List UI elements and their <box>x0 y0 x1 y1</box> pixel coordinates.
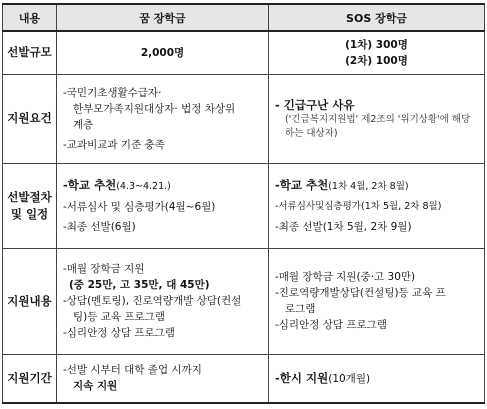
table-row <box>3 74 485 163</box>
list-item: -선발 시부터 대학 졸업 시까지 <box>63 364 202 377</box>
list-item: -서류심사 및 심층평가(4월~6월) <box>63 201 216 214</box>
list-item <box>275 370 478 387</box>
list-item: -교과비교과 기준 충족 <box>63 138 165 151</box>
list-item: -최종 선발(6월) <box>63 221 136 234</box>
dream-procedure <box>57 163 269 248</box>
table-row <box>3 31 485 74</box>
scholarship-comparison <box>2 3 484 404</box>
sos-scale <box>269 31 485 74</box>
sos-procedure <box>269 163 485 248</box>
list-item: 한부모가족지원대상자· 법정 차상위 <box>73 102 236 115</box>
list-item: -매월 장학금 지원 <box>63 263 145 276</box>
dream-scale <box>57 31 269 74</box>
step-date: (4.3~4.21.) <box>116 181 171 193</box>
dream-support-content <box>57 249 269 355</box>
list-item: 로그램 <box>285 303 316 316</box>
sos-support-content <box>269 249 485 355</box>
list-item: (중 25만, 고 35만, 대 45만) <box>69 279 210 292</box>
row-label-requirements: 지원요건 <box>3 74 57 163</box>
row-label-procedure <box>3 163 57 248</box>
list-item <box>63 177 262 195</box>
list-item: -진로역량개발상담(컨설팅)등 교육 프 <box>275 287 446 300</box>
period-duration: (10개월) <box>328 372 371 385</box>
row-label-support-content: 지원내용 <box>3 249 57 355</box>
sos-scale-second: (2차) 100명 <box>345 54 408 67</box>
dream-requirements <box>57 74 269 163</box>
sos-scale-first: (1차) 300명 <box>345 38 408 51</box>
row-label-line: 선발절차 <box>7 190 52 205</box>
row-label-period: 지원기간 <box>3 354 57 403</box>
table-row <box>3 163 485 248</box>
table-header-row <box>3 4 485 31</box>
list-item: 계층 <box>73 118 94 131</box>
list-item: -매월 장학금 지원(중·고 30만) <box>275 271 416 284</box>
list-item: -국민기초생활수급자· <box>63 86 162 99</box>
table-row <box>3 249 485 355</box>
list-item: -심리안정 상담 프로그램 <box>275 319 387 332</box>
list-item <box>275 177 478 195</box>
list-item: 지속 지원 <box>73 380 118 393</box>
sos-requirement-detail: ('긴급복지지원법' 제2조의 '위기상황'에 해당하는 대상자) <box>285 113 471 139</box>
header-sos-scholarship: SOS 장학금 <box>269 4 485 31</box>
sos-period <box>269 354 485 403</box>
row-label-line: 및 일정 <box>10 207 49 222</box>
sos-requirements <box>269 74 485 163</box>
table-row <box>3 354 485 403</box>
dream-period <box>57 354 269 403</box>
list-item: -최종 선발(1차 5월, 2차 9월) <box>275 221 412 234</box>
list-item: 팅)등 교육 프로그램 <box>73 311 165 324</box>
header-dream-scholarship: 꿈 장학금 <box>57 4 269 31</box>
step-title: -학교 추천 <box>63 178 117 193</box>
step-title: -학교 추천 <box>275 178 329 193</box>
list-item: -심리안정 상담 프로그램 <box>63 327 175 340</box>
list-item: -서류심사및심층평가(1차 5월, 2차 8월) <box>275 201 442 213</box>
dream-scale-value: 2,000명 <box>140 46 185 59</box>
row-label-scale: 선발규모 <box>3 31 57 74</box>
step-date: (1차 4월, 2차 8월) <box>328 181 409 193</box>
period-title: -한시 지원 <box>275 370 329 385</box>
list-item: -상담(멘토링), 진로역량개발 상담(컨설 <box>63 295 242 308</box>
sos-requirement-main: - 긴급구난 사유 <box>275 97 355 112</box>
comparison-table <box>2 3 485 404</box>
header-content: 내용 <box>3 4 57 31</box>
